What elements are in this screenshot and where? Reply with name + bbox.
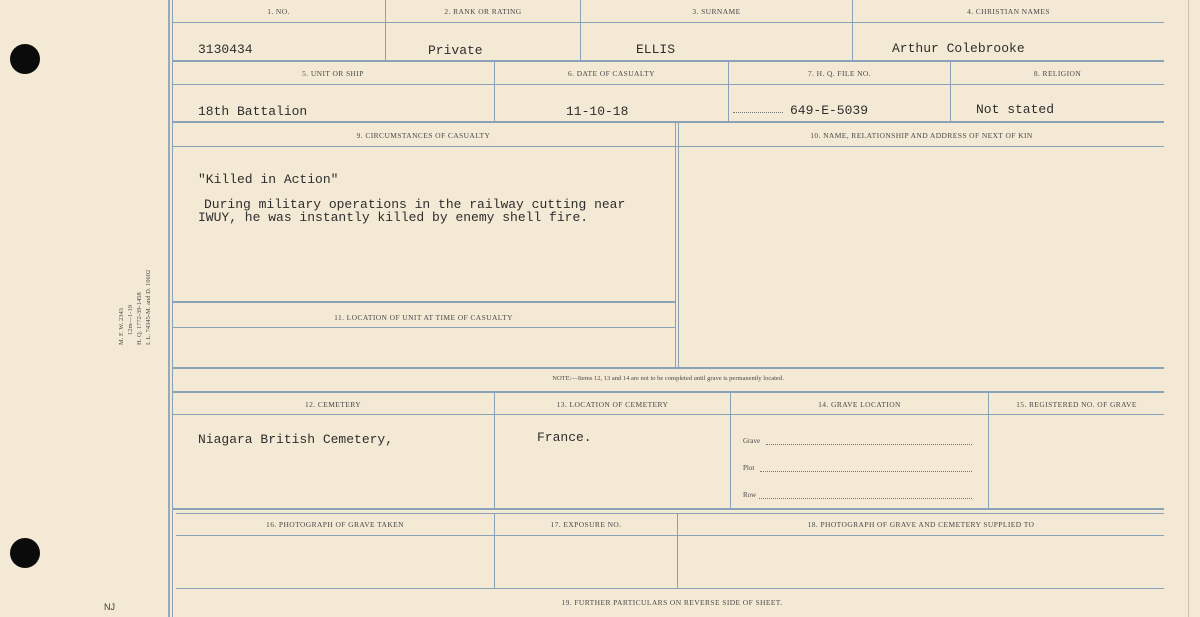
header-grave-location: 14. GRAVE LOCATION bbox=[818, 400, 901, 409]
header-surname: 3. SURNAME bbox=[692, 7, 741, 16]
header-no: 1. NO. bbox=[267, 7, 290, 16]
note-bottom-rule bbox=[172, 391, 1164, 393]
header-rank: 2. RANK OR RATING bbox=[444, 7, 522, 16]
row4-divider bbox=[730, 393, 731, 509]
row3-header-rule bbox=[172, 146, 1164, 147]
value-unit: 18th Battalion bbox=[198, 104, 308, 119]
location-unit-top-rule bbox=[172, 301, 675, 303]
row1-bottom-rule bbox=[172, 60, 1164, 62]
file-no-leader bbox=[733, 112, 783, 113]
value-rank: Private bbox=[428, 43, 483, 58]
row2-bottom-rule bbox=[172, 121, 1164, 123]
value-cemetery: Niagara British Cemetery, bbox=[198, 432, 394, 447]
corner-initials: NJ bbox=[104, 602, 115, 612]
note-top-rule bbox=[172, 367, 1164, 369]
binder-hole-top bbox=[10, 44, 40, 74]
header-christian-names: 4. CHRISTIAN NAMES bbox=[967, 7, 1050, 16]
row5-bottom-rule bbox=[176, 588, 1164, 589]
note-text: NOTE:—Items 12, 13 and 14 are not to be completed until grave is permanently located. bbox=[552, 375, 784, 382]
header-photograph-supplied: 18. PHOTOGRAPH OF GRAVE AND CEMETERY SUPPLIED TO bbox=[807, 520, 1035, 529]
value-christian-names: Arthur Colebrooke bbox=[892, 41, 1025, 56]
value-surname: ELLIS bbox=[636, 42, 676, 57]
value-cemetery-location: France. bbox=[537, 430, 592, 445]
row-label: Row bbox=[743, 491, 757, 499]
plot-label: Plot bbox=[743, 464, 755, 472]
header-unit: 5. UNIT OR SHIP bbox=[302, 69, 364, 78]
header-next-of-kin: 10. NAME, RELATIONSHIP AND ADDRESS OF NEXT OF KIN bbox=[810, 131, 1033, 140]
location-unit-header-rule bbox=[172, 327, 675, 328]
header-cemetery-location: 13. LOCATION OF CEMETERY bbox=[556, 400, 669, 409]
header-file-no: 7. H. Q. FILE NO. bbox=[807, 69, 872, 78]
side-print-line: 12m—1-19 bbox=[127, 305, 134, 335]
value-date: 11-10-18 bbox=[566, 104, 629, 119]
value-file-no: 649-E-5039 bbox=[790, 103, 869, 118]
side-print-line: I. L. 74345-M. and D. 10602 bbox=[145, 269, 152, 345]
circumstances-title: "Killed in Action" bbox=[198, 172, 339, 187]
row-dotted-line bbox=[759, 498, 972, 499]
header-photograph-taken: 16. PHOTOGRAPH OF GRAVE TAKEN bbox=[266, 520, 404, 529]
row3-mid-divider bbox=[678, 123, 679, 368]
header-exposure-no: 17. EXPOSURE NO. bbox=[550, 520, 622, 529]
row2-header-rule bbox=[172, 84, 1164, 85]
left-margin-rule bbox=[168, 0, 170, 617]
form-left-rule bbox=[172, 0, 173, 617]
circumstances-line-2: IWUY, he was instantly killed by enemy shell fire. bbox=[198, 210, 589, 225]
right-edge-rule bbox=[1188, 0, 1189, 617]
header-cemetery: 12. CEMETERY bbox=[304, 400, 362, 409]
grave-label: Grave bbox=[743, 437, 761, 445]
header-location-unit: 11. LOCATION OF UNIT AT TIME OF CASUALTY bbox=[334, 313, 513, 322]
value-religion: Not stated bbox=[976, 102, 1055, 117]
row4-bottom-rule bbox=[172, 508, 1164, 510]
row5-top-rule bbox=[176, 513, 1164, 514]
side-print-line: M. F. W. 2343 bbox=[118, 307, 125, 345]
header-registered-no: 15. REGISTERED NO. OF GRAVE bbox=[1016, 400, 1137, 409]
circumstances-line-1: During military operations in the railway cutting near bbox=[204, 197, 626, 212]
side-print-line: H. Q. 1772-39-1458 bbox=[136, 292, 143, 345]
row3-mid-divider bbox=[675, 123, 676, 368]
row4-divider bbox=[494, 393, 495, 509]
row4-header-rule bbox=[172, 414, 1164, 415]
row5-header-rule bbox=[176, 535, 1164, 536]
binder-hole-bottom bbox=[10, 538, 40, 568]
row4-divider bbox=[988, 393, 989, 509]
header-further-particulars: 19. FURTHER PARTICULARS ON REVERSE SIDE OF SHEET. bbox=[561, 598, 783, 607]
header-circumstances: 9. CIRCUMSTANCES OF CASUALTY bbox=[356, 131, 491, 140]
row1-header-rule bbox=[172, 22, 1164, 23]
grave-dotted-line bbox=[766, 444, 972, 445]
header-religion: 8. RELIGION bbox=[1033, 69, 1082, 78]
value-no: 3130434 bbox=[198, 42, 253, 57]
header-date: 6. DATE OF CASUALTY bbox=[568, 69, 655, 78]
plot-dotted-line bbox=[760, 471, 972, 472]
